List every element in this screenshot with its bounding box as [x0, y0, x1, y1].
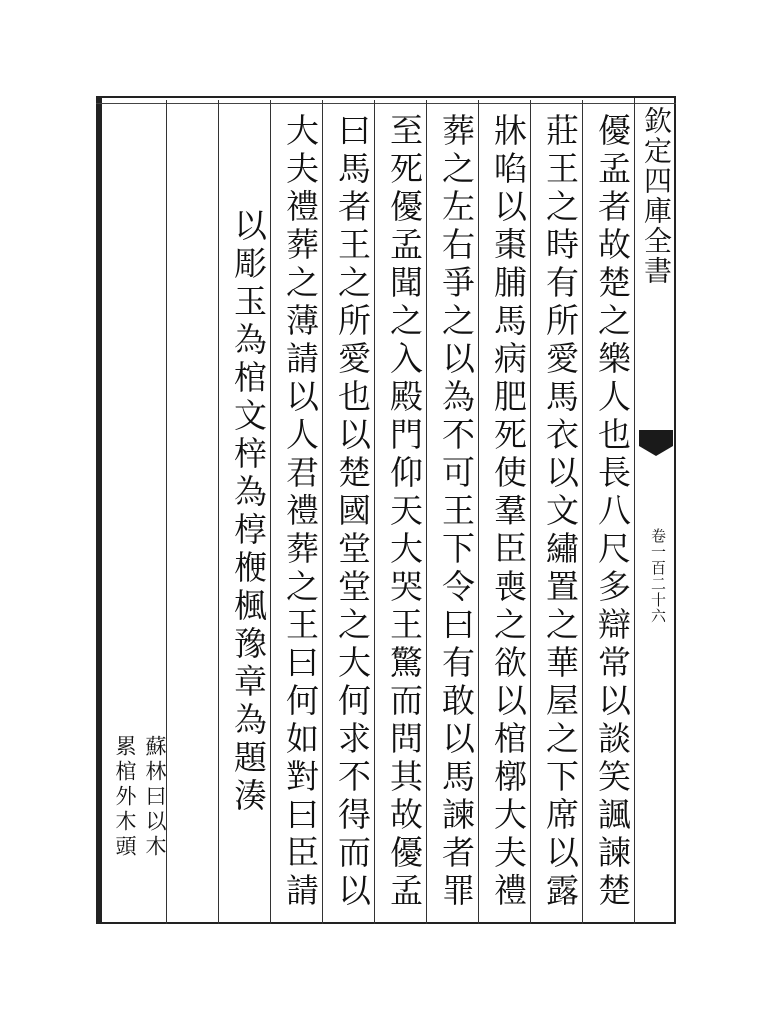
column-rule	[374, 100, 375, 924]
column-rule	[270, 100, 271, 924]
commentary-line-left: 累棺外木頭	[113, 735, 137, 860]
column-rule	[322, 100, 323, 924]
commentary-note	[112, 735, 168, 860]
top-rule	[96, 103, 676, 104]
text-column: 葬之左右爭之以為不可王下令曰有敢以馬諫者罪	[437, 113, 476, 911]
page-margin-column	[634, 98, 677, 924]
chapter-number: 卷一百二十六	[649, 528, 667, 624]
text-column: 至死優孟聞之入殿門仰天大哭王驚而問其故優孟	[385, 113, 424, 911]
column-rule	[478, 100, 479, 924]
text-column: 牀啗以棗脯馬病肥死使羣臣喪之欲以棺槨大夫禮	[489, 113, 528, 911]
column-rule	[218, 100, 219, 924]
book-title: 欽定四庫全書	[640, 106, 673, 286]
text-column: 曰馬者王之所愛也以楚國堂堂之大何求不得而以	[333, 113, 372, 911]
column-rule	[530, 100, 531, 924]
fishtail-mark-icon	[639, 430, 673, 446]
column-rule	[426, 100, 427, 924]
text-column: 優孟者故楚之樂人也長八尺多辯常以談笑諷諫楚	[593, 113, 632, 911]
text-column: 以彫玉為棺文梓為椁楩楓豫章為題湊	[229, 208, 268, 816]
text-column: 大夫禮葬之薄請以人君禮葬之王曰何如對曰臣請	[281, 113, 320, 911]
commentary-line-right: 蘇林曰以木	[143, 735, 167, 860]
column-rule	[582, 100, 583, 924]
text-column: 莊王之時有所愛馬衣以文繡置之華屋之下席以露	[541, 113, 580, 911]
